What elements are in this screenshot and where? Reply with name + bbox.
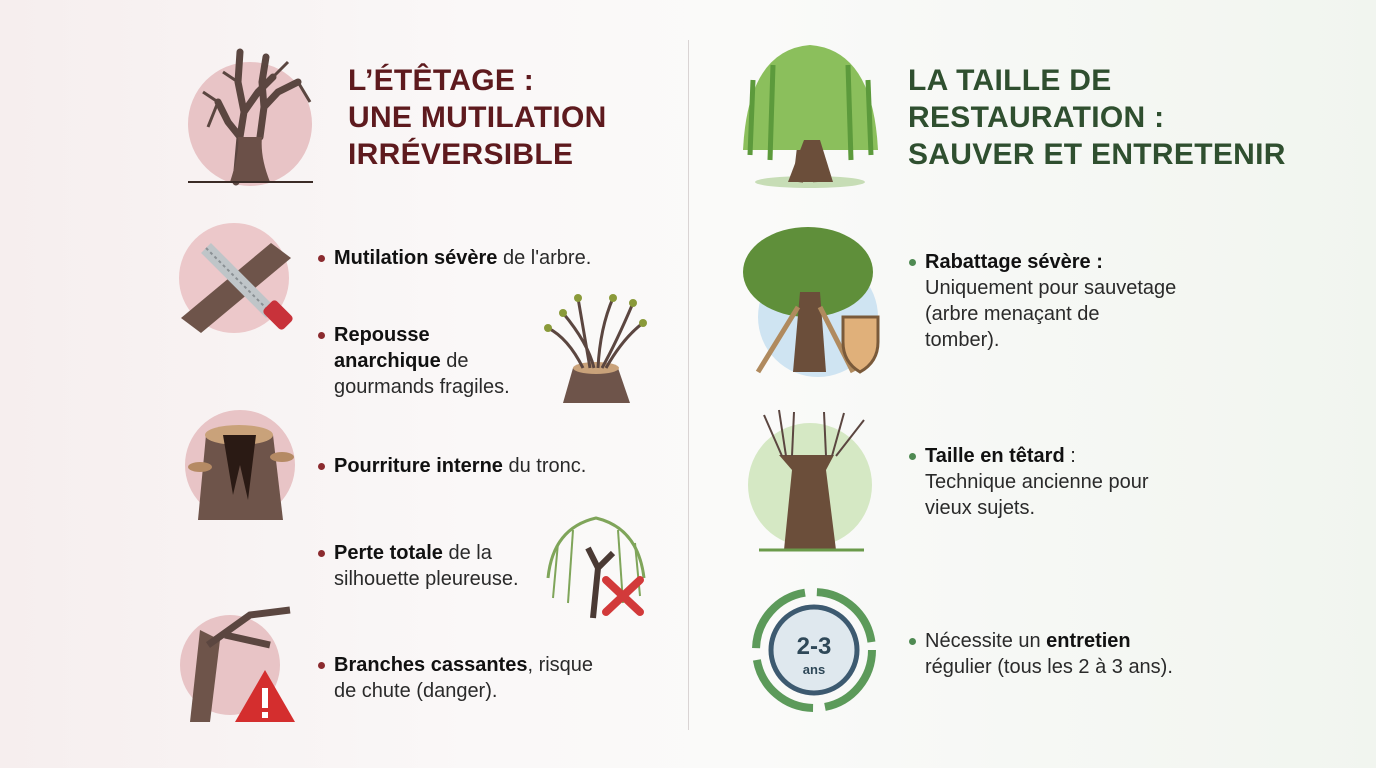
bullet [318, 662, 325, 669]
right-item-3: Nécessite un entretien régulier (tous les 2 à 3 ans). [925, 628, 1173, 680]
left-item-2: Repousse anarchique de gourmands fragiles. [334, 322, 510, 400]
maintenance-cycle-icon [748, 584, 880, 716]
rotten-stump-icon [178, 405, 303, 525]
weeping-willow-icon [738, 40, 883, 190]
column-divider [688, 40, 689, 730]
cycle-badge-unit: ans [802, 662, 826, 677]
bullet [318, 550, 325, 557]
right-title: LA TAILLE DE RESTAURATION : SAUVER ET ENTRETENIR [908, 64, 1286, 171]
bullet [909, 638, 916, 645]
bullet [318, 332, 325, 339]
left-item-5: Branches cassantes, risque de chute (danger). [334, 652, 593, 704]
supported-tree-shield-icon [738, 222, 883, 380]
right-item-1: Rabattage sévère : Uniquement pour sauvetage (arbre menaçant de tomber). [925, 249, 1176, 353]
left-item-3: Pourriture interne du tronc. [334, 453, 586, 479]
weeping-willow-crossed-icon [538, 508, 656, 620]
dead-tree-icon [178, 42, 323, 187]
pollard-tree-icon [744, 410, 879, 555]
left-item-4: Perte totale de la silhouette pleureuse. [334, 540, 519, 592]
bullet [318, 255, 325, 262]
bullet [318, 463, 325, 470]
cycle-badge-value: 2-3 [796, 633, 832, 660]
saw-cutting-branch-icon [176, 218, 304, 338]
left-item-1: Mutilation sévère de l'arbre. [334, 245, 591, 271]
broken-branch-warning-icon [180, 600, 300, 726]
bullet [909, 453, 916, 460]
left-title: L’ÉTÊTAGE : UNE MUTILATION IRRÉVERSIBLE [348, 64, 607, 171]
right-item-2: Taille en têtard : Technique ancienne pour vieux sujets. [925, 443, 1149, 521]
bullet [909, 259, 916, 266]
sprouting-stump-icon [538, 288, 658, 410]
